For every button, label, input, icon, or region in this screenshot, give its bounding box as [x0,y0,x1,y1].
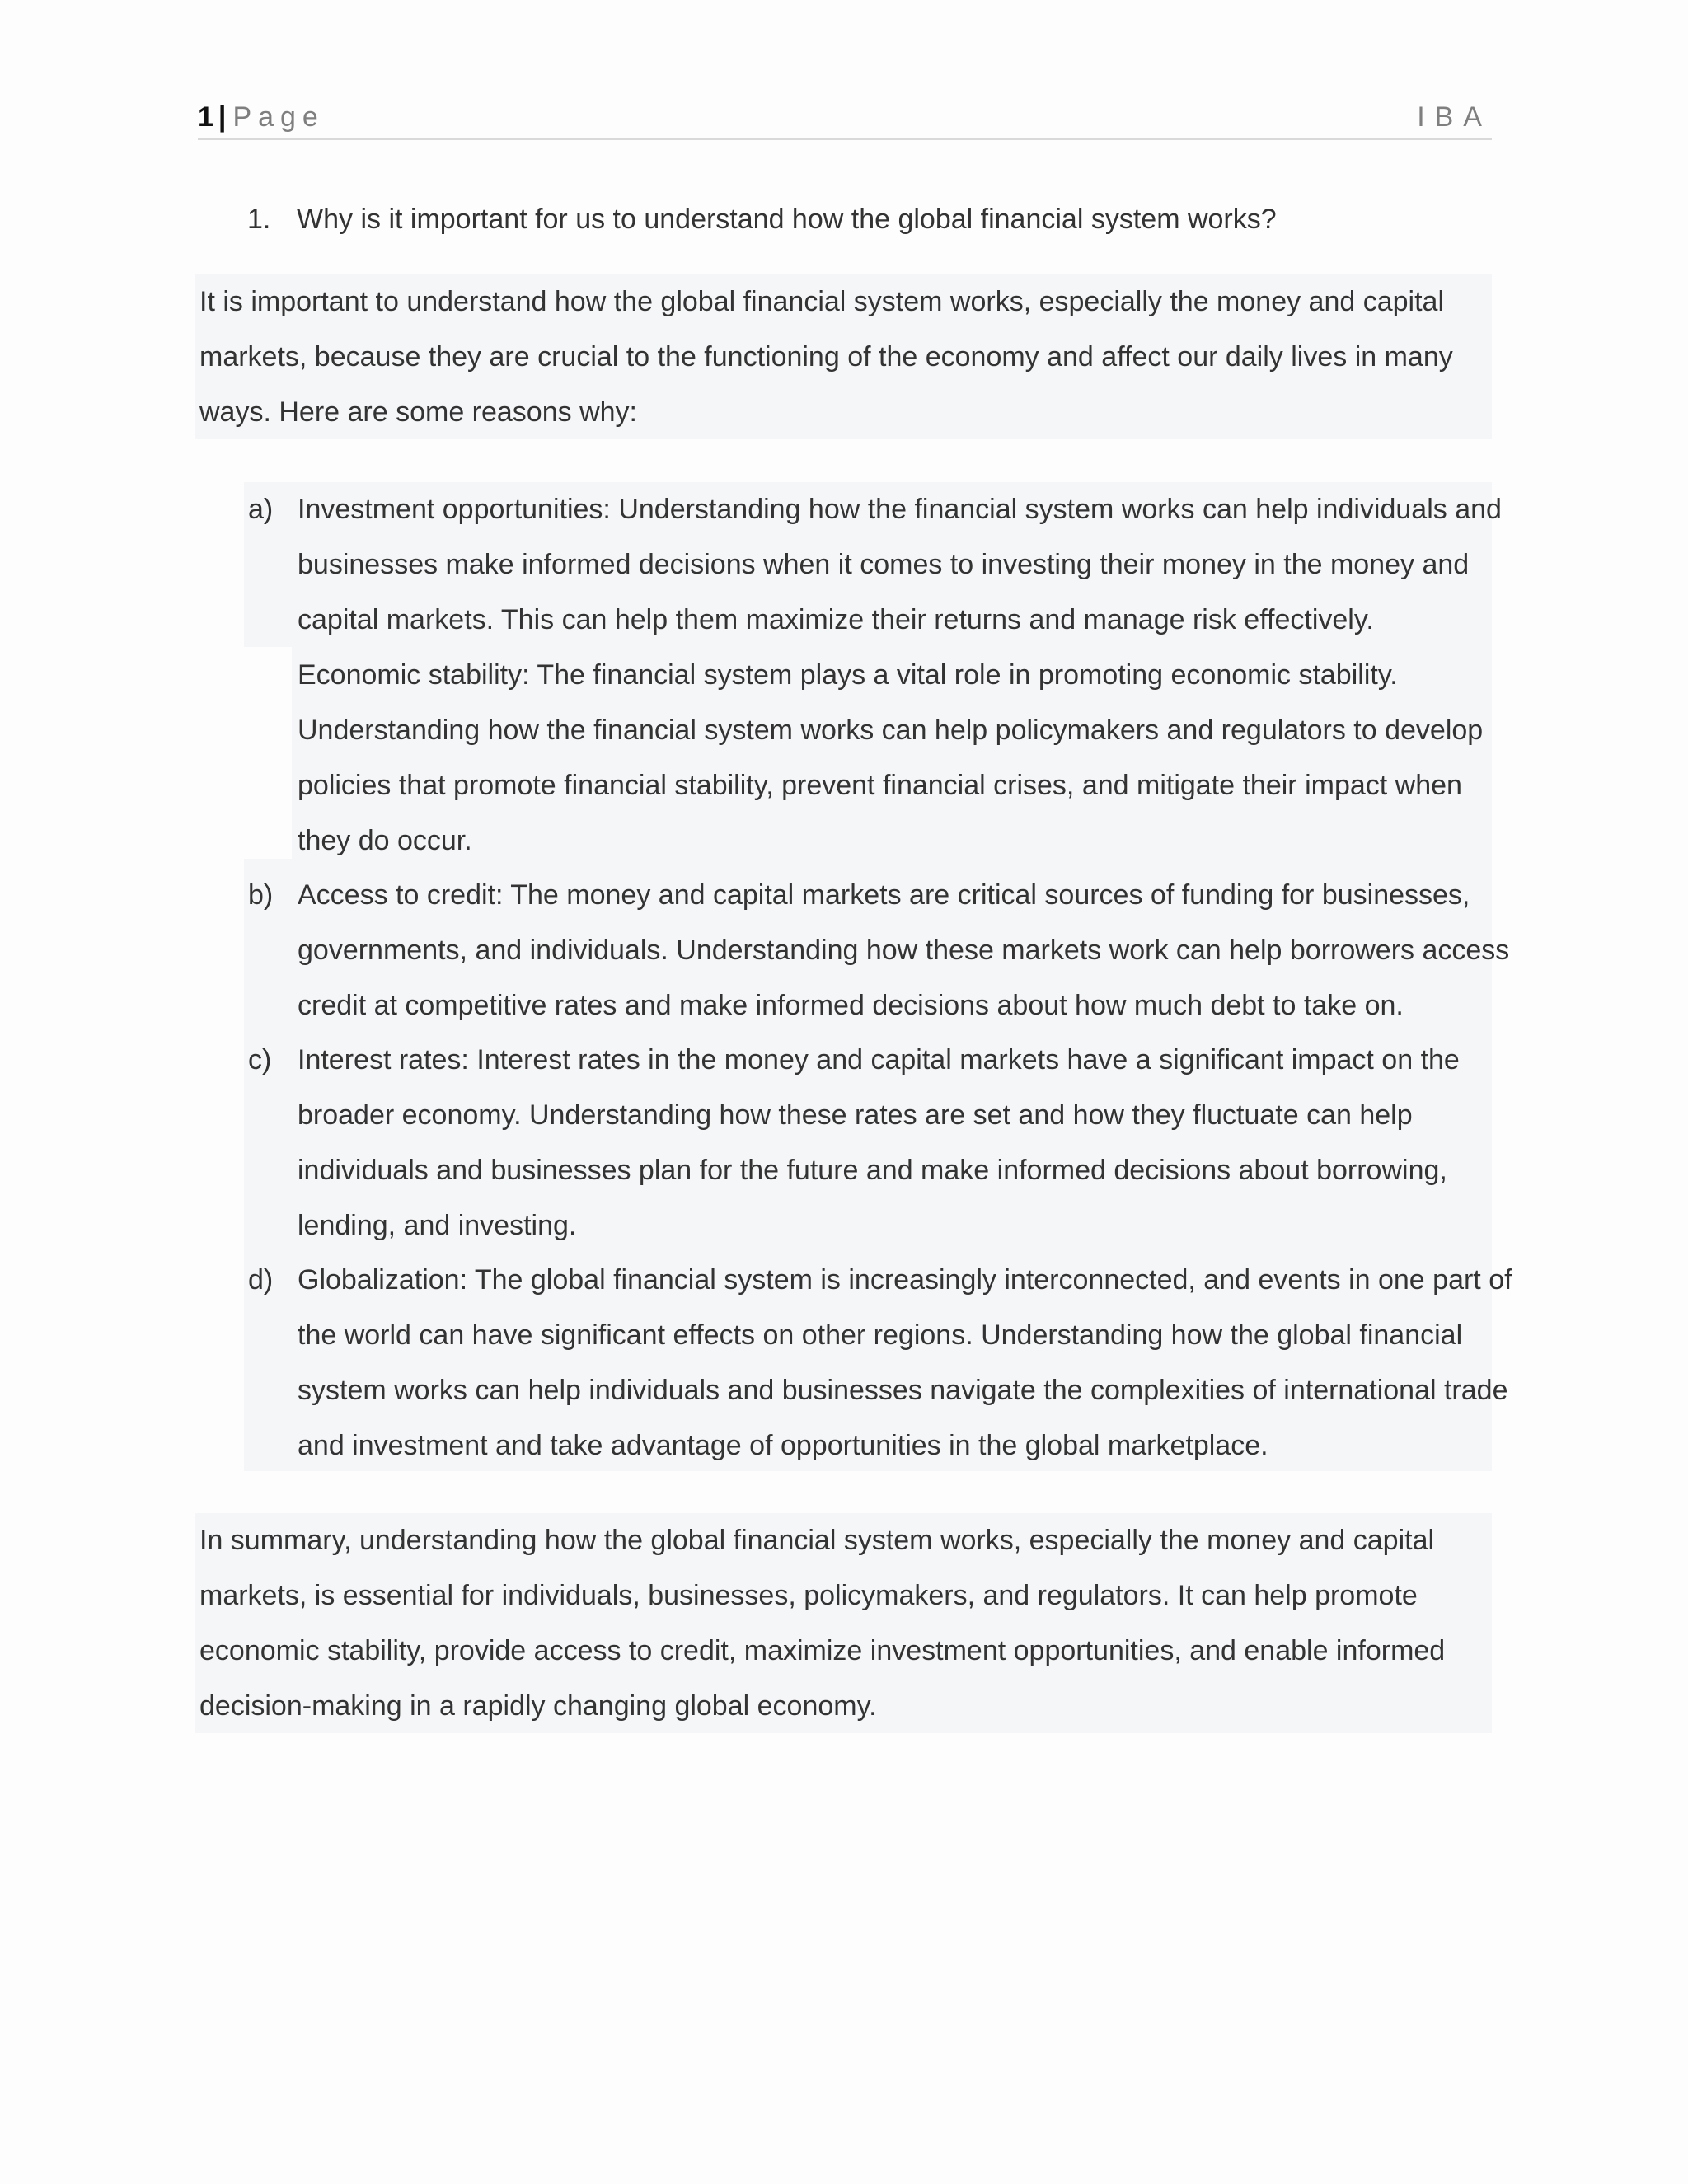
list-item-text [298,1253,1512,1474]
intro-line: It is important to understand how the global financial system works, especially the money and capital [199,286,1445,317]
page-word: Page [232,101,325,133]
question-text: Why is it important for us to understand how the global financial system works? [297,204,1277,235]
list-item-line: lending, and investing. [298,1210,577,1241]
list-item-line: Investment opportunities: Understanding how the financial system works can help individuals and [298,494,1502,525]
summary-line: In summary, understanding how the global financial system works, especially the money and capital [199,1525,1435,1556]
intro-line: ways. Here are some reasons why: [199,396,637,428]
list-item-text [298,482,1502,869]
list-marker: b) [248,879,274,911]
list-item-line: they do occur. [298,825,472,856]
list-item-line: individuals and businesses plan for the future and make informed decisions about borrowing, [298,1155,1447,1186]
list-item-line: Understanding how the financial system works can help policymakers and regulators to develop [298,715,1484,746]
question-number: 1. [247,204,271,235]
summary-line: economic stability, provide access to credit, maximize investment opportunities, and enable informed [199,1635,1446,1666]
list-item-line: capital markets. This can help them maximize their returns and manage risk effectively. [298,604,1374,635]
list-highlight [244,859,292,1471]
page-separator: | [218,101,227,133]
list-item-line: Access to credit: The money and capital markets are critical sources of funding for businesses, [298,879,1470,911]
list-marker: c) [248,1044,272,1076]
summary-line: markets, is essential for individuals, businesses, policymakers, and regulators. It can help promote [199,1580,1418,1611]
summary-line: decision-making in a rapidly changing global economy. [199,1690,877,1722]
intro-paragraph [195,274,1492,439]
list-item-line: the world can have significant effects on other regions. Understanding how the global financial [298,1319,1463,1351]
summary-paragraph [195,1513,1492,1733]
list-marker: d) [248,1264,274,1296]
page-number: 1 [198,101,213,133]
list-item-text [298,868,1510,1033]
page-label [198,101,325,134]
list-item-line: broader economy. Understanding how these rates are set and how they fluctuate can help [298,1099,1413,1131]
list-item-line: Interest rates: Interest rates in the money and capital markets have a significant impact on the [298,1044,1460,1076]
header-org: IBA [1417,101,1492,133]
list-item-text [298,1033,1489,1254]
list-item-line: businesses make informed decisions when it comes to investing their money in the money and [298,549,1470,580]
list-item-line: Globalization: The global financial system is increasingly interconnected, and events in one part of [298,1264,1512,1296]
list-item-line: credit at competitive rates and make informed decisions about how much debt to take on. [298,990,1404,1021]
reasons-list [244,482,1512,1471]
list-item-line: policies that promote financial stability, prevent financial crises, and mitigate their impact when [298,770,1462,801]
list-item-line: governments, and individuals. Understanding how these markets work can help borrowers access [298,935,1510,966]
intro-line: markets, because they are crucial to the functioning of the economy and affect our daily lives in many [199,341,1453,373]
page-header [198,97,1492,140]
list-item-line: and investment and take advantage of opportunities in the global marketplace. [298,1430,1268,1461]
list-item-line: Economic stability: The financial system plays a vital role in promoting economic stability. [298,659,1398,691]
list-item-line: system works can help individuals and businesses navigate the complexities of international trade [298,1375,1508,1406]
question [247,198,1484,241]
list-marker: a) [248,494,274,525]
